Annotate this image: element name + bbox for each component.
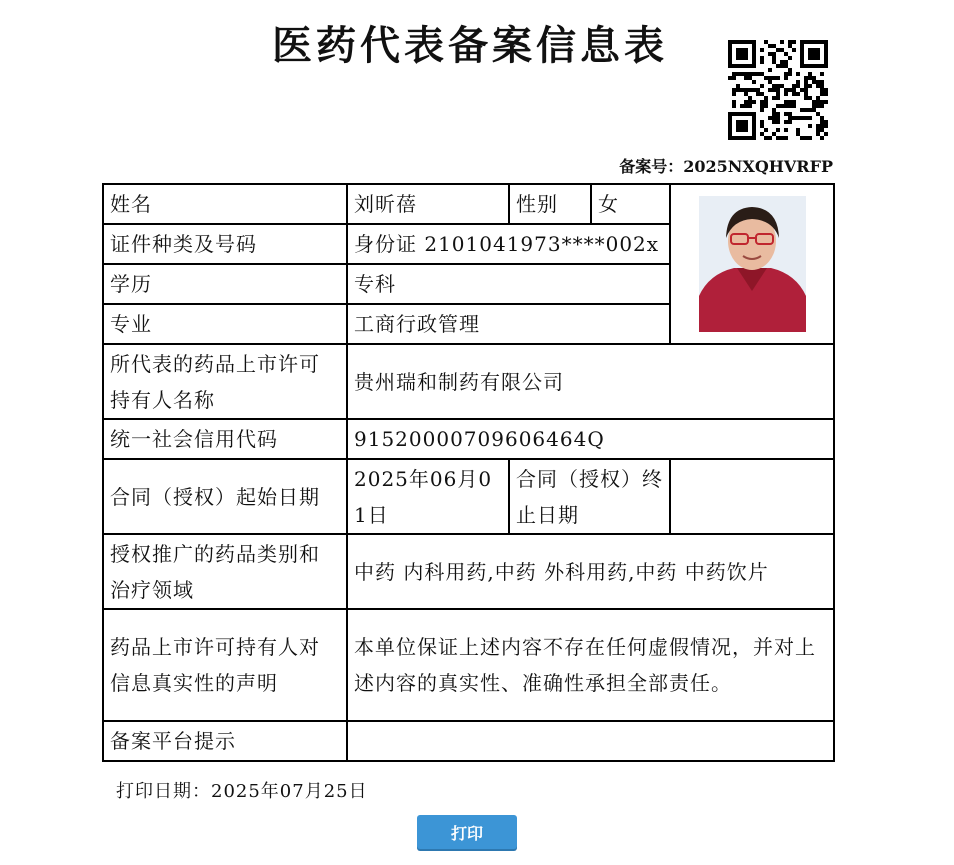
avatar [699,196,806,332]
print-date: 打印日期：2025年07月25日 [116,781,368,802]
statement-value: 本单位保证上述内容不存在任何虚假情况，并对上述内容的真实性、准确性承担全部责任。 [347,609,834,721]
holder-value: 贵州瑞和制药有限公司 [347,344,834,419]
table-row [103,419,834,459]
table-row [103,534,834,609]
start-date-value: 2025年06月01日 [347,459,509,534]
table-row [103,459,834,534]
platform-label: 备案平台提示 [103,721,347,761]
scope-label: 授权推广的药品类别和治疗领域 [103,534,347,609]
education-value: 专科 [347,264,670,304]
table-row [103,344,834,419]
education-label: 学历 [103,264,347,304]
major-value: 工商行政管理 [347,304,670,344]
start-date-label: 合同（授权）起始日期 [103,459,347,534]
holder-label: 所代表的药品上市许可持有人名称 [103,344,347,419]
filing-number: 备案号：2025NXQHVRFP [619,157,833,176]
credit-value: 91520000709606464Q [347,419,834,459]
gender-label: 性别 [509,184,591,224]
gender-value: 女 [591,184,670,224]
id-value: 身份证 2101041973****002x [347,224,670,264]
name-value: 刘昕蓓 [347,184,509,224]
end-date-label: 合同（授权）终止日期 [509,459,670,534]
table-row [103,721,834,761]
statement-label: 药品上市许可持有人对信息真实性的声明 [103,609,347,721]
major-label: 专业 [103,304,347,344]
credit-label: 统一社会信用代码 [103,419,347,459]
print-button[interactable]: 打印 [417,815,517,849]
table-row [103,184,834,224]
scope-value: 中药 内科用药,中药 外科用药,中药 中药饮片 [347,534,834,609]
end-date-value [670,459,834,534]
platform-value [347,721,834,761]
photo-cell [670,184,834,344]
table-row [103,609,834,721]
id-label: 证件种类及号码 [103,224,347,264]
qr-code [727,40,829,140]
page-title: 医药代表备案信息表 [272,22,668,69]
name-label: 姓名 [103,184,347,224]
info-table [102,183,835,762]
